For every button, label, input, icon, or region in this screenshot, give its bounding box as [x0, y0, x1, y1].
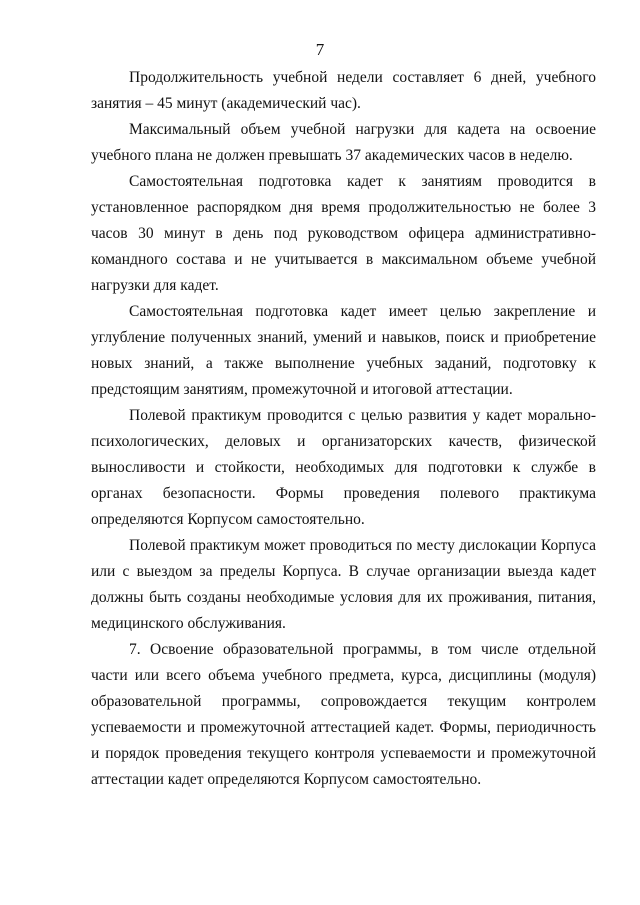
paragraph-field-practicum-purpose: Полевой практикум проводится с целью развития у кадет морально-психологических, деловых и организаторских качеств, физической выносливости и стойкости, необходимых для подготовки к службе в органах безопасности. Формы проведения полевого практикума определяются Корпусом самостоятельно.: [91, 407, 596, 528]
paragraph-item-7-assessment: 7. Освоение образовательной программы, в том числе отдельной части или всего объема учебного предмета, курса, дисциплины (модуля) образовательной программы, сопровождается текущим контролем успеваемости и промежуточной аттестацией кадет. Формы, периодичность и порядок проведения текущего контроля успеваемости и промежуточной аттестации кадет определяются Корпусом самостоятельно.: [91, 641, 596, 788]
page-number: 7: [315, 40, 325, 59]
paragraph-field-practicum-location: Полевой практикум может проводиться по месту дислокации Корпуса или с выездом за пределы Корпуса. В случае организации выезда кадет должны быть созданы необходимые условия для их проживания, питания, медицинского обслуживания.: [91, 537, 596, 632]
paragraph-week-duration: Продолжительность учебной недели составляет 6 дней, учебного занятия – 45 минут (академический час).: [91, 69, 596, 112]
paragraph-self-study-goal: Самостоятельная подготовка кадет имеет целью закрепление и углубление полученных знаний, умений и навыков, поиск и приобретение новых знаний, а также выполнение учебных заданий, подготовку к предстоящим занятиям, промежуточной и итоговой аттестации.: [91, 303, 596, 398]
document-body: [91, 65, 596, 793]
paragraph-self-study-time: Самостоятельная подготовка кадет к занятиям проводится в установленное распорядком дня время продолжительностью не более 3 часов 30 минут в день под руководством офицера административно-командного состава и не учитывается в максимальном объеме учебной нагрузки для кадет.: [91, 173, 596, 294]
paragraph-max-load: Максимальный объем учебной нагрузки для кадета на освоение учебного плана не должен превышать 37 академических часов в неделю.: [91, 121, 596, 164]
